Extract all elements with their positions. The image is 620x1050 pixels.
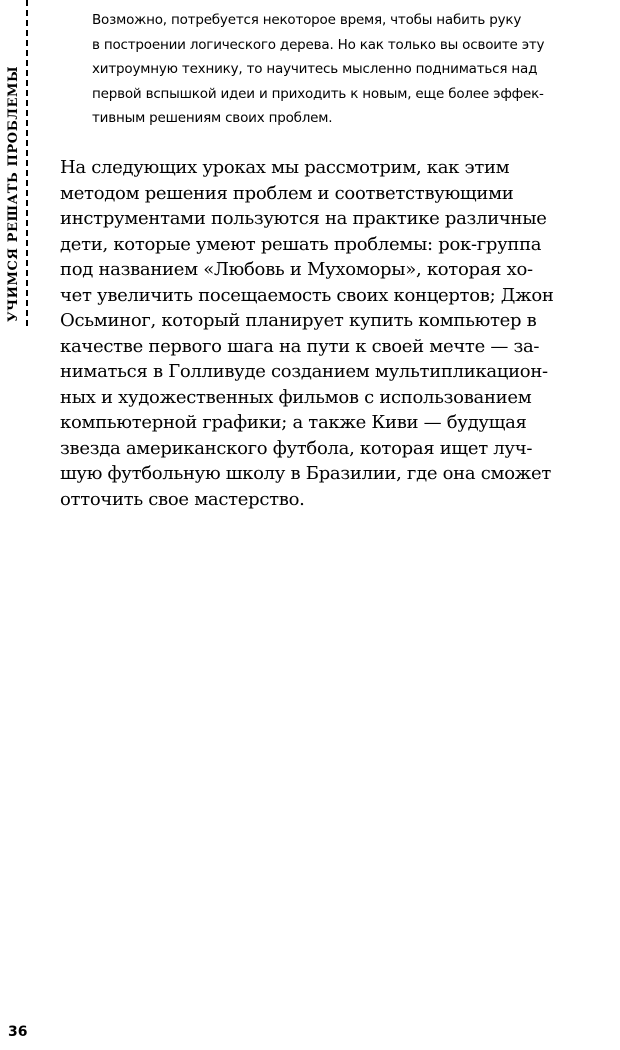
body-line: методом решения проблем и соответствующими — [60, 182, 514, 204]
body-line: Осьминог, который планирует купить компьютер в — [60, 310, 537, 331]
tip-line: хитроумную технику, то научитесь мысленно подниматься над — [92, 61, 538, 77]
body-line: отточить свое мастерство. — [60, 488, 305, 510]
tip-line: тивным решениям своих проблем. — [92, 110, 333, 126]
running-header — [0, 0, 26, 330]
body-line: На следующих уроках мы рассмотрим, как этим — [60, 157, 510, 178]
page-number: 36 — [8, 1024, 28, 1040]
body-line: ниматься в Голливуде созданием мультипликацион- — [60, 361, 548, 382]
running-header-text: УЧИМСЯ РЕШАТЬ ПРОБЛЕМЫ — [6, 65, 21, 322]
tip-line: первой вспышкой идеи и приходить к новым, еще более эффек- — [92, 85, 544, 102]
tip-paragraph — [92, 8, 592, 131]
body-line: звезда американского футбола, которая ищет луч- — [60, 437, 533, 459]
dashed-divider — [26, 0, 28, 326]
body-paragraph — [60, 155, 612, 512]
body-line: чет увеличить посещаемость своих концертов; Джон — [60, 284, 554, 306]
body-line: качестве первого шага на пути к своей мечте — за- — [60, 335, 540, 357]
body-line: дети, которые умеют решать проблемы: рок-группа — [60, 233, 542, 255]
body-line: инструментами пользуются на практике различные — [60, 208, 547, 229]
tip-line: Возможно, потребуется некоторое время, чтобы набить руку — [92, 12, 522, 28]
body-line: ных и художественных фильмов с использованием — [60, 386, 532, 408]
body-line: шую футбольную школу в Бразилии, где она сможет — [60, 463, 551, 484]
tip-line: в построении логического дерева. Но как только вы освоите эту — [92, 36, 545, 53]
body-line: под названием «Любовь и Мухоморы», которая хо- — [60, 259, 533, 280]
body-line: компьютерной графики; а также Киви — будущая — [60, 412, 527, 433]
